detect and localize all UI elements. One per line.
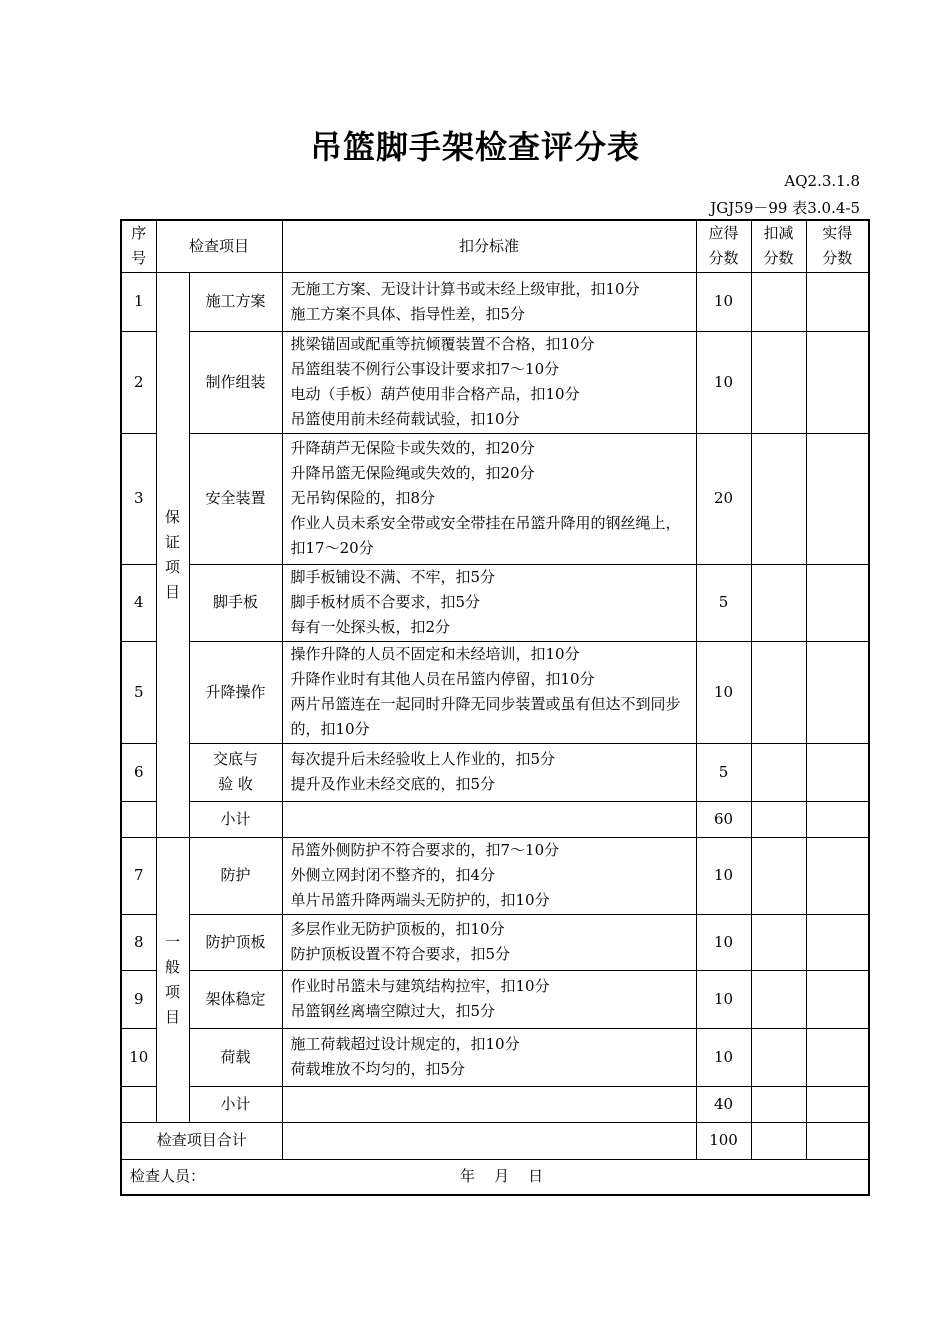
deduct-score-cell: [751, 272, 806, 331]
header-standard: 扣分标准: [282, 220, 696, 272]
footer-row: [121, 1159, 869, 1195]
check-item-text: 脚手板: [213, 593, 259, 611]
standard-line: 荷载堆放不均匀的，扣5分: [290, 1060, 466, 1078]
table-row: [121, 564, 869, 641]
subtotal-no-cell: [121, 1086, 156, 1122]
check-item-text: 施工方案: [205, 292, 266, 310]
should-score: 5: [696, 743, 751, 801]
reference-standard: JGJ59－99 表3.0.4-5: [710, 199, 860, 217]
check-item: [189, 564, 282, 641]
should-score: 10: [696, 914, 751, 970]
table-row: [121, 914, 869, 970]
should-score: 10: [696, 1028, 751, 1086]
deduct-score-cell: [751, 743, 806, 801]
row-number: 3: [121, 433, 156, 564]
header-row: [121, 220, 869, 272]
deduct-score-cell: [751, 914, 806, 970]
row-number: 7: [121, 837, 156, 914]
actual-score-cell: [806, 801, 869, 837]
standard-line: 操作升降的人员不固定和未经培训，扣10分: [290, 645, 580, 663]
deduction-standard: [282, 970, 696, 1028]
total-label: 检查项目合计: [121, 1122, 282, 1159]
table-row: [121, 433, 869, 564]
standard-line: 吊篮钢丝离墙空隙过大，扣5分: [290, 1002, 496, 1020]
standard-line: 作业时吊篮未与建筑结构拉牢，扣10分: [290, 977, 550, 995]
actual-score-cell: [806, 1122, 869, 1159]
actual-score-cell: [806, 1028, 869, 1086]
standard-line: 提升及作业未经交底的，扣5分: [290, 775, 496, 793]
row-number: 4: [121, 564, 156, 641]
check-item: [189, 970, 282, 1028]
deduct-score-cell: [751, 1122, 806, 1159]
standard-line: 挑梁锚固或配重等抗倾覆装置不合格，扣10分: [290, 335, 595, 353]
date-label: 年 月 日: [460, 1167, 544, 1186]
actual-score-cell: [806, 970, 869, 1028]
deduction-standard: [282, 1028, 696, 1086]
subtotal-score: 60: [696, 801, 751, 837]
subtotal-label: 小计: [189, 801, 282, 837]
row-number: 5: [121, 641, 156, 743]
standard-line: 脚手板材质不合要求，扣5分: [290, 593, 481, 611]
check-item-text: 防护: [220, 866, 251, 884]
standard-line: 单片吊篮升降两端头无防护的，扣10分: [290, 891, 550, 909]
deduction-standard: [282, 743, 696, 801]
row-number: 1: [121, 272, 156, 331]
standard-line: 外侧立网封闭不整齐的，扣4分: [290, 866, 496, 884]
actual-score-cell: [806, 564, 869, 641]
should-score: 5: [696, 564, 751, 641]
actual-score-cell: [806, 1086, 869, 1122]
header-seq: 序 号: [121, 220, 156, 272]
table-row: [121, 272, 869, 331]
row-number: 6: [121, 743, 156, 801]
standard-line: 防护顶板设置不符合要求，扣5分: [290, 945, 511, 963]
check-item: [189, 743, 282, 801]
row-number: 2: [121, 331, 156, 433]
actual-score-cell: [806, 641, 869, 743]
should-score: 10: [696, 331, 751, 433]
deduction-standard: [282, 641, 696, 743]
group-general-label-char: 一: [164, 932, 180, 951]
table-row: [121, 837, 869, 914]
group-guarantee-label-char: 保: [164, 507, 180, 526]
table-row: [121, 970, 869, 1028]
table-row: [121, 331, 869, 433]
group-guarantee-label-char: 项: [164, 557, 180, 576]
score-table: [120, 219, 870, 1196]
should-score: 10: [696, 970, 751, 1028]
standard-line: 升降作业时有其他人员在吊篮内停留，扣10分: [290, 670, 595, 688]
table-row: [121, 641, 869, 743]
standard-line: 施工荷载超过设计规定的，扣10分: [290, 1035, 520, 1053]
deduct-score-cell: [751, 1086, 806, 1122]
group-general-label-char: 项: [164, 982, 180, 1001]
row-number: 10: [121, 1028, 156, 1086]
subtotal-row-guarantee: [121, 801, 869, 837]
deduction-standard: [282, 331, 696, 433]
actual-score-cell: [806, 272, 869, 331]
deduction-standard: [282, 272, 696, 331]
standard-line: 每次提升后未经验收上人作业的，扣5分: [290, 750, 556, 768]
deduction-standard: [282, 433, 696, 564]
deduct-score-cell: [751, 801, 806, 837]
standard-line: 吊篮外侧防护不符合要求的，扣7～10分: [290, 841, 560, 859]
header-item: 检查项目: [156, 220, 282, 272]
total-row: [121, 1122, 869, 1159]
actual-score-cell: [806, 837, 869, 914]
standard-line: 无施工方案、无设计计算书或未经上级审批，扣10分: [290, 279, 640, 298]
standard-line: 每有一处探头板，扣2分: [290, 618, 451, 636]
deduction-standard: [282, 564, 696, 641]
actual-score-cell: [806, 914, 869, 970]
row-number: 9: [121, 970, 156, 1028]
group-guarantee-label-char: 目: [164, 582, 180, 601]
footer-cell: [121, 1159, 869, 1195]
group-guarantee-label-char: 证: [164, 532, 180, 551]
check-item-text: 架体稳定: [205, 989, 266, 1008]
table-row: [121, 1028, 869, 1086]
check-item: [189, 331, 282, 433]
standard-line: 两片吊篮连在一起同时升降无同步装置或虽有但达不到同步的，扣10分: [290, 695, 681, 738]
standard-line: 升降葫芦无保险卡或失效的，扣20分: [290, 439, 535, 457]
subtotal-no-cell: [121, 801, 156, 837]
subtotal-standard-cell: [282, 1086, 696, 1122]
total-score: 100: [696, 1122, 751, 1159]
subtotal-standard-cell: [282, 801, 696, 837]
reference-code: AQ2.3.1.8: [784, 172, 860, 190]
standard-line: 无吊钩保险的，扣8分: [290, 489, 436, 507]
standard-line: 作业人员未系安全带或安全带挂在吊篮升降用的钢丝绳上，扣17～20分: [290, 514, 681, 557]
check-item: [189, 433, 282, 564]
check-item-text: 防护顶板: [205, 932, 266, 951]
standard-line: 吊篮使用前未经荷载试验，扣10分: [290, 410, 520, 428]
deduct-score-cell: [751, 641, 806, 743]
should-score: 10: [696, 272, 751, 331]
standard-line: 升降吊篮无保险绳或失效的，扣20分: [290, 464, 535, 482]
deduct-score-cell: [751, 837, 806, 914]
check-item-text: 荷载: [220, 1047, 251, 1066]
should-score: 10: [696, 837, 751, 914]
header-actual-score: 实得 分数: [806, 220, 869, 272]
group-general-label: [156, 837, 189, 1122]
check-item-text: 升降操作: [205, 682, 266, 701]
standard-line: 吊篮组装不例行公事设计要求扣7～10分: [290, 360, 560, 378]
group-general-label-char: 般: [164, 957, 180, 976]
deduct-score-cell: [751, 564, 806, 641]
page-title: 吊篮脚手架检查评分表: [309, 128, 640, 166]
actual-score-cell: [806, 331, 869, 433]
standard-line: 脚手板铺设不满、不牢，扣5分: [290, 568, 496, 586]
group-guarantee-label: [156, 272, 189, 837]
standard-line: 施工方案不具体、指导性差，扣5分: [290, 304, 526, 323]
actual-score-cell: [806, 743, 869, 801]
check-item: [189, 272, 282, 331]
check-item: [189, 914, 282, 970]
deduction-standard: [282, 837, 696, 914]
deduct-score-cell: [751, 970, 806, 1028]
check-item-text: 制作组装: [205, 372, 266, 391]
check-item: [189, 1028, 282, 1086]
subtotal-score: 40: [696, 1086, 751, 1122]
deduct-score-cell: [751, 331, 806, 433]
check-item: [189, 837, 282, 914]
should-score: 20: [696, 433, 751, 564]
check-item-text: 交底与: [213, 750, 259, 768]
subtotal-row-general: [121, 1086, 869, 1122]
should-score: 10: [696, 641, 751, 743]
table-row: [121, 743, 869, 801]
subtotal-label: 小计: [189, 1086, 282, 1122]
standard-line: 电动（手板）葫芦使用非合格产品，扣10分: [290, 385, 580, 403]
standard-line: 多层作业无防护顶板的，扣10分: [290, 920, 505, 938]
deduction-standard: [282, 914, 696, 970]
check-item-text: 验 收: [218, 775, 253, 793]
row-number: 8: [121, 914, 156, 970]
header-deduct-score: 扣减 分数: [751, 220, 806, 272]
actual-score-cell: [806, 433, 869, 564]
check-item: [189, 641, 282, 743]
check-item-text: 安全装置: [205, 489, 266, 507]
header-should-score: 应得 分数: [696, 220, 751, 272]
deduct-score-cell: [751, 433, 806, 564]
inspector-label: 检查人员：: [130, 1167, 206, 1186]
deduct-score-cell: [751, 1028, 806, 1086]
total-standard-cell: [282, 1122, 696, 1159]
group-general-label-char: 目: [164, 1007, 180, 1026]
